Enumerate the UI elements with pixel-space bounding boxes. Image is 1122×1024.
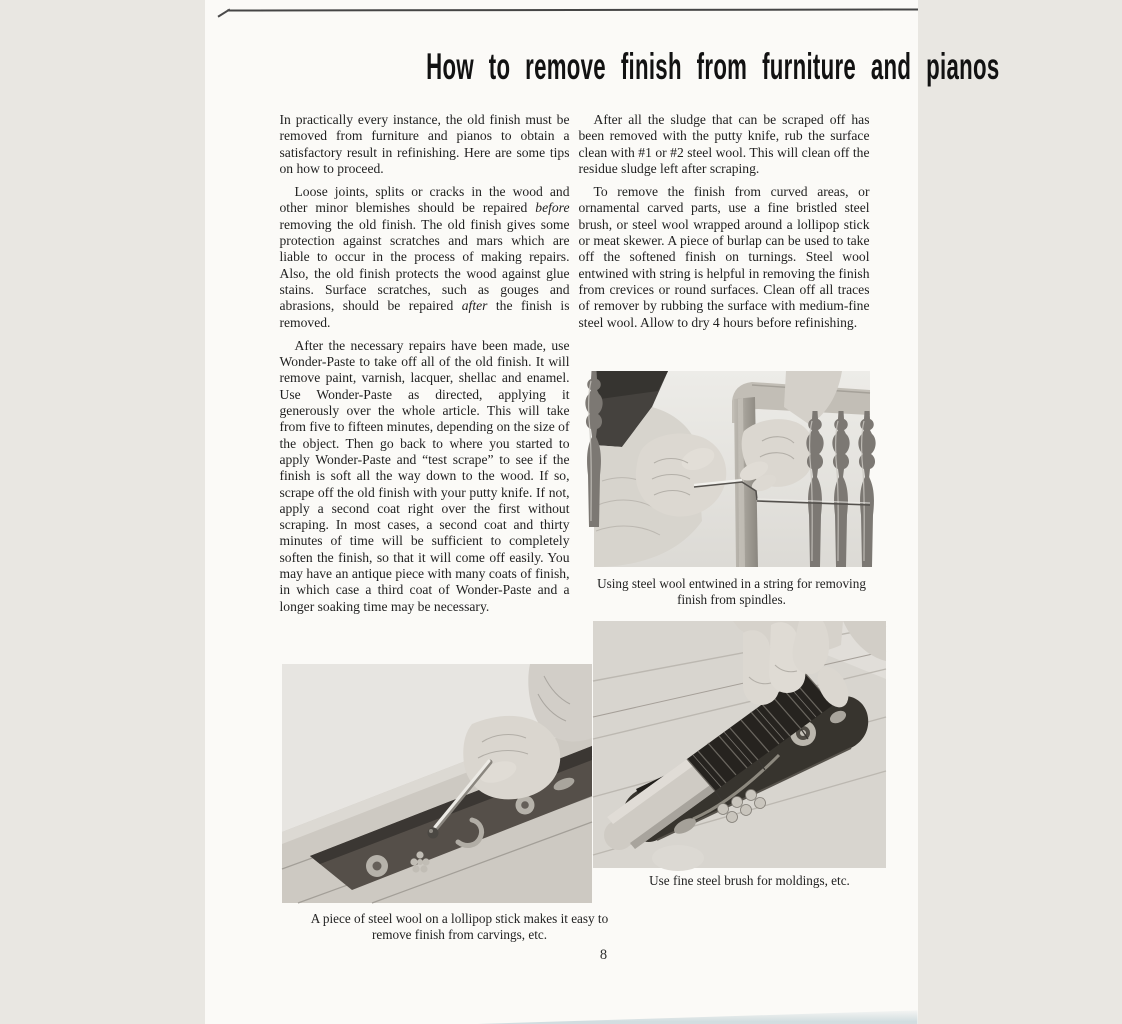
paragraph: After the necessary repairs have been made, use Wonder-Paste to take off all of the old finish. It will remove paint, varnish, lacquer, shellac and enamel. Use Wonder-Paste as directed, applying it generously over the whole article. This will take from five to fifteen minutes, depending on the size of the object. Then go back to where you started to apply Wonder-Paste and “test scrape” to see if the finish is soft all the way down to the wood. If so, scrape off the old finish with your putty knife. If not, apply a second coat right over the first without scraping. In most cases, a second coat and thirty minutes of time will be sufficient to completely soften the finish, so that it will come off easily. You may have an antique piece with many coats of finish, in which case a third coat of Wonder-Paste and a longer soaking time may be necessary. — [279, 337, 570, 614]
paragraph: In practically every instance, the old finish must be removed from furniture and pianos to obtain a satisfactory result in refinishing. Here are some tips on how to proceed. — [279, 112, 570, 176]
figure-caption: Use fine steel brush for moldings, etc. — [649, 873, 850, 888]
figure-caption: A piece of steel wool on a lollipop stick makes it easy to remove finish from carvings, etc. — [310, 911, 609, 942]
left-column — [280, 112, 570, 622]
photo-carving-stick — [282, 664, 592, 903]
page-title: How to remove finish from furniture and pianos — [425, 46, 999, 87]
photo-spindles-illustration — [594, 371, 870, 567]
page-number: 8 — [599, 947, 608, 963]
page-title-row — [235, 46, 999, 88]
rag — [652, 845, 704, 871]
photo-steel-brush-illustration — [593, 621, 886, 868]
scan-edge-top — [226, 9, 917, 12]
photo-carving-stick-illustration — [282, 664, 592, 903]
photo-steel-brush — [593, 621, 886, 868]
paragraph: After all the sludge that can be scraped off has been removed with the putty knife, rub the surface clean with #1 or #2 steel wool. This will clean off the residue sludge left after scraping. — [578, 112, 870, 176]
paragraph: Loose joints, splits or cracks in the wood and other minor blemishes should be repaired before removing the old finish. The old finish gives some protection against scratches and mars which are liable to occur in the process of making repairs. Also, the old finish protects the wood against glue stains. Surface scratches, such as gouges and abrasions, should be repaired after the finish is removed. — [279, 184, 570, 330]
scan-edge-corner — [217, 8, 230, 17]
scan-edge-bottom — [478, 1008, 918, 1024]
left-hand — [635, 434, 725, 517]
paragraph: To remove the finish from curved areas, or ornamental carved parts, use a fine bristled steel brush, or steel wool wrapped around a lollipop stick or meat skewer. A piece of burlap can be used to take off the softened finish on turnings. Steel wool entwined with string is helpful in removing the finish from crevices or round surfaces. Clean off all traces of remover by rubbing the surface with medium-fine steel wool. Allow to dry 4 hours before refinishing. — [578, 184, 870, 330]
hand — [463, 716, 560, 800]
right-column — [579, 112, 870, 338]
scanned-page — [205, 0, 999, 1024]
photo-spindles — [594, 371, 870, 567]
figure-caption: Using steel wool entwined in a string for removing finish from spindles. — [597, 576, 866, 607]
